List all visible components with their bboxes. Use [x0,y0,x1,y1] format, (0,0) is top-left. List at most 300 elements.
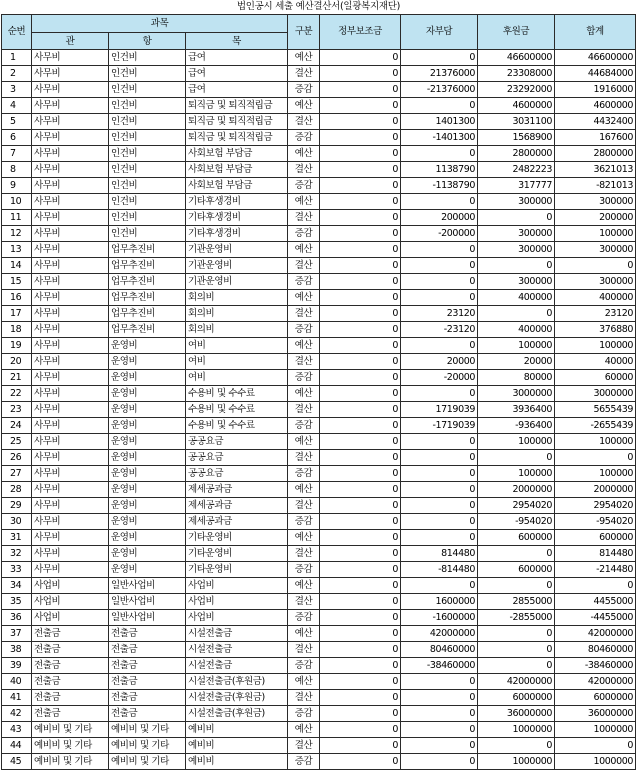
cell-no[interactable]: 41 [2,690,32,706]
cell-gov[interactable]: 0 [320,178,401,194]
cell-no[interactable]: 45 [2,754,32,770]
cell-type[interactable]: 증감 [288,466,320,482]
header-mok[interactable]: 목 [186,33,288,50]
cell-gwan[interactable]: 사무비 [32,178,109,194]
cell-type[interactable]: 예산 [288,482,320,498]
cell-mok[interactable]: 제세공과금 [186,482,288,498]
cell-gov[interactable]: 0 [320,738,401,754]
cell-total[interactable]: 0 [555,450,636,466]
cell-no[interactable]: 13 [2,242,32,258]
cell-type[interactable]: 증감 [288,658,320,674]
cell-no[interactable]: 25 [2,434,32,450]
cell-total[interactable]: 0 [555,738,636,754]
cell-gwan[interactable]: 사무비 [32,66,109,82]
cell-support[interactable]: 20000 [478,354,555,370]
cell-total[interactable]: -954020 [555,514,636,530]
cell-no[interactable]: 23 [2,402,32,418]
cell-gwan[interactable]: 사무비 [32,498,109,514]
cell-hang[interactable]: 인건비 [109,50,186,66]
cell-total[interactable]: 300000 [555,194,636,210]
cell-gov[interactable]: 0 [320,354,401,370]
cell-mok[interactable]: 기타후생경비 [186,194,288,210]
cell-mok[interactable]: 시설전출금 [186,626,288,642]
cell-type[interactable]: 결산 [288,210,320,226]
cell-self[interactable]: -1600000 [401,610,478,626]
cell-self[interactable]: 0 [401,146,478,162]
cell-self[interactable]: 0 [401,498,478,514]
cell-hang[interactable]: 업무추진비 [109,274,186,290]
header-total[interactable]: 합계 [555,15,636,50]
cell-self[interactable]: 0 [401,754,478,770]
cell-gwan[interactable]: 사무비 [32,146,109,162]
cell-gwan[interactable]: 전출금 [32,642,109,658]
cell-support[interactable]: 3031100 [478,114,555,130]
cell-gov[interactable]: 0 [320,658,401,674]
cell-total[interactable]: 3621013 [555,162,636,178]
cell-mok[interactable]: 급여 [186,66,288,82]
cell-total[interactable]: 4600000 [555,98,636,114]
cell-self[interactable]: 0 [401,242,478,258]
cell-total[interactable]: 100000 [555,466,636,482]
cell-mok[interactable]: 예비비 [186,722,288,738]
cell-type[interactable]: 결산 [288,738,320,754]
cell-hang[interactable]: 인건비 [109,82,186,98]
cell-gwan[interactable]: 사무비 [32,354,109,370]
cell-support[interactable]: 100000 [478,434,555,450]
cell-hang[interactable]: 운영비 [109,530,186,546]
cell-type[interactable]: 예산 [288,146,320,162]
cell-support[interactable]: 23308000 [478,66,555,82]
cell-no[interactable]: 39 [2,658,32,674]
cell-gwan[interactable]: 전출금 [32,706,109,722]
cell-self[interactable]: -20000 [401,370,478,386]
cell-gwan[interactable]: 사무비 [32,50,109,66]
cell-total[interactable]: 600000 [555,530,636,546]
cell-hang[interactable]: 인건비 [109,146,186,162]
cell-no[interactable]: 10 [2,194,32,210]
cell-no[interactable]: 19 [2,338,32,354]
cell-gwan[interactable]: 사무비 [32,82,109,98]
cell-total[interactable]: 1000000 [555,722,636,738]
cell-type[interactable]: 예산 [288,578,320,594]
cell-total[interactable]: 0 [555,258,636,274]
cell-gov[interactable]: 0 [320,450,401,466]
cell-type[interactable]: 결산 [288,258,320,274]
cell-gwan[interactable]: 전출금 [32,690,109,706]
cell-gov[interactable]: 0 [320,434,401,450]
cell-gov[interactable]: 0 [320,146,401,162]
cell-mok[interactable]: 퇴직금 및 퇴직적립금 [186,114,288,130]
cell-no[interactable]: 7 [2,146,32,162]
cell-type[interactable]: 결산 [288,66,320,82]
cell-total[interactable]: 40000 [555,354,636,370]
cell-total[interactable]: -214480 [555,562,636,578]
cell-hang[interactable]: 업무추진비 [109,258,186,274]
cell-hang[interactable]: 업무추진비 [109,242,186,258]
cell-gov[interactable]: 0 [320,530,401,546]
cell-hang[interactable]: 업무추진비 [109,306,186,322]
cell-no[interactable]: 20 [2,354,32,370]
cell-mok[interactable]: 예비비 [186,754,288,770]
cell-gov[interactable]: 0 [320,722,401,738]
cell-hang[interactable]: 업무추진비 [109,290,186,306]
cell-gov[interactable]: 0 [320,690,401,706]
cell-no[interactable]: 6 [2,130,32,146]
cell-gwan[interactable]: 사무비 [32,386,109,402]
cell-hang[interactable]: 운영비 [109,450,186,466]
cell-gov[interactable]: 0 [320,162,401,178]
cell-total[interactable]: 376880 [555,322,636,338]
cell-type[interactable]: 결산 [288,450,320,466]
cell-mok[interactable]: 여비 [186,370,288,386]
cell-gov[interactable]: 0 [320,114,401,130]
cell-gwan[interactable]: 사업비 [32,610,109,626]
cell-total[interactable]: 100000 [555,338,636,354]
cell-gov[interactable]: 0 [320,370,401,386]
cell-type[interactable]: 증감 [288,178,320,194]
cell-type[interactable]: 증감 [288,322,320,338]
cell-no[interactable]: 9 [2,178,32,194]
cell-gwan[interactable]: 예비비 및 기타 [32,738,109,754]
cell-type[interactable]: 예산 [288,434,320,450]
cell-gov[interactable]: 0 [320,50,401,66]
cell-hang[interactable]: 인건비 [109,210,186,226]
cell-hang[interactable]: 인건비 [109,66,186,82]
cell-mok[interactable]: 기타운영비 [186,546,288,562]
cell-hang[interactable]: 전출금 [109,690,186,706]
cell-type[interactable]: 결산 [288,114,320,130]
cell-total[interactable]: 23120 [555,306,636,322]
cell-total[interactable]: 5655439 [555,402,636,418]
cell-mok[interactable]: 기관운영비 [186,258,288,274]
cell-hang[interactable]: 운영비 [109,386,186,402]
cell-type[interactable]: 결산 [288,642,320,658]
cell-no[interactable]: 16 [2,290,32,306]
cell-support[interactable]: 0 [478,306,555,322]
cell-support[interactable]: 4600000 [478,98,555,114]
cell-support[interactable]: 300000 [478,226,555,242]
cell-hang[interactable]: 운영비 [109,514,186,530]
cell-total[interactable]: 0 [555,578,636,594]
cell-total[interactable]: 2800000 [555,146,636,162]
cell-mok[interactable]: 공공요금 [186,466,288,482]
cell-mok[interactable]: 기타운영비 [186,530,288,546]
cell-support[interactable]: 36000000 [478,706,555,722]
cell-gwan[interactable]: 사무비 [32,514,109,530]
cell-gwan[interactable]: 사무비 [32,322,109,338]
cell-self[interactable]: 814480 [401,546,478,562]
cell-total[interactable]: 6000000 [555,690,636,706]
cell-hang[interactable]: 운영비 [109,482,186,498]
cell-no[interactable]: 31 [2,530,32,546]
cell-gwan[interactable]: 사무비 [32,226,109,242]
cell-support[interactable]: 300000 [478,274,555,290]
cell-type[interactable]: 예산 [288,530,320,546]
cell-hang[interactable]: 일반사업비 [109,578,186,594]
cell-gov[interactable]: 0 [320,546,401,562]
cell-total[interactable]: 100000 [555,434,636,450]
cell-gov[interactable]: 0 [320,498,401,514]
cell-mok[interactable]: 시설전출금(후원금) [186,706,288,722]
cell-self[interactable]: 0 [401,578,478,594]
cell-total[interactable]: 44684000 [555,66,636,82]
cell-self[interactable]: 0 [401,258,478,274]
cell-self[interactable]: -38460000 [401,658,478,674]
cell-self[interactable]: -1138790 [401,178,478,194]
header-gwan[interactable]: 관 [32,33,109,50]
cell-support[interactable]: 3000000 [478,386,555,402]
cell-support[interactable]: 0 [478,626,555,642]
cell-self[interactable]: -200000 [401,226,478,242]
cell-gov[interactable]: 0 [320,338,401,354]
cell-gwan[interactable]: 사무비 [32,258,109,274]
cell-type[interactable]: 결산 [288,354,320,370]
cell-support[interactable]: -954020 [478,514,555,530]
cell-no[interactable]: 17 [2,306,32,322]
cell-no[interactable]: 35 [2,594,32,610]
header-self[interactable]: 자부담 [401,15,478,50]
cell-hang[interactable]: 운영비 [109,338,186,354]
cell-total[interactable]: 2000000 [555,482,636,498]
cell-hang[interactable]: 운영비 [109,370,186,386]
cell-mok[interactable]: 기관운영비 [186,242,288,258]
cell-total[interactable]: 36000000 [555,706,636,722]
cell-type[interactable]: 증감 [288,706,320,722]
cell-no[interactable]: 15 [2,274,32,290]
cell-self[interactable]: -814480 [401,562,478,578]
cell-type[interactable]: 결산 [288,594,320,610]
cell-no[interactable]: 43 [2,722,32,738]
cell-gov[interactable]: 0 [320,674,401,690]
cell-gwan[interactable]: 사무비 [32,482,109,498]
cell-support[interactable]: 0 [478,578,555,594]
cell-self[interactable]: 21376000 [401,66,478,82]
cell-self[interactable]: 200000 [401,210,478,226]
cell-no[interactable]: 8 [2,162,32,178]
cell-gov[interactable]: 0 [320,642,401,658]
cell-self[interactable]: -23120 [401,322,478,338]
cell-gwan[interactable]: 전출금 [32,674,109,690]
cell-mok[interactable]: 수용비 및 수수료 [186,402,288,418]
cell-support[interactable]: 46600000 [478,50,555,66]
cell-mok[interactable]: 사업비 [186,594,288,610]
cell-self[interactable]: 0 [401,738,478,754]
cell-support[interactable]: 2000000 [478,482,555,498]
cell-self[interactable]: 0 [401,690,478,706]
cell-gwan[interactable]: 사업비 [32,578,109,594]
cell-type[interactable]: 결산 [288,162,320,178]
cell-self[interactable]: -1719039 [401,418,478,434]
cell-gwan[interactable]: 사무비 [32,210,109,226]
cell-mok[interactable]: 회의비 [186,322,288,338]
cell-total[interactable]: 60000 [555,370,636,386]
cell-total[interactable]: 80460000 [555,642,636,658]
cell-gwan[interactable]: 사무비 [32,114,109,130]
cell-no[interactable]: 37 [2,626,32,642]
cell-no[interactable]: 27 [2,466,32,482]
cell-type[interactable]: 예산 [288,98,320,114]
header-support[interactable]: 후원금 [478,15,555,50]
cell-self[interactable]: -21376000 [401,82,478,98]
cell-no[interactable]: 29 [2,498,32,514]
cell-gov[interactable]: 0 [320,402,401,418]
cell-total[interactable]: 814480 [555,546,636,562]
cell-no[interactable]: 34 [2,578,32,594]
cell-hang[interactable]: 예비비 및 기타 [109,722,186,738]
cell-total[interactable]: 42000000 [555,626,636,642]
cell-self[interactable]: 0 [401,722,478,738]
cell-type[interactable]: 결산 [288,306,320,322]
cell-self[interactable]: 23120 [401,306,478,322]
header-gov[interactable]: 정부보조금 [320,15,401,50]
cell-gov[interactable]: 0 [320,482,401,498]
cell-hang[interactable]: 인건비 [109,194,186,210]
cell-self[interactable]: 0 [401,434,478,450]
cell-total[interactable]: 167600 [555,130,636,146]
cell-no[interactable]: 44 [2,738,32,754]
cell-hang[interactable]: 운영비 [109,466,186,482]
cell-gov[interactable]: 0 [320,226,401,242]
cell-no[interactable]: 24 [2,418,32,434]
cell-mok[interactable]: 여비 [186,338,288,354]
cell-mok[interactable]: 시설전출금(후원금) [186,690,288,706]
cell-self[interactable]: 0 [401,466,478,482]
cell-mok[interactable]: 급여 [186,50,288,66]
cell-self[interactable]: 0 [401,674,478,690]
cell-gwan[interactable]: 사무비 [32,130,109,146]
cell-gwan[interactable]: 사무비 [32,466,109,482]
cell-type[interactable]: 예산 [288,194,320,210]
header-subject[interactable]: 과목 [32,15,288,33]
cell-total[interactable]: 1000000 [555,754,636,770]
cell-self[interactable]: 0 [401,290,478,306]
cell-total[interactable]: 300000 [555,242,636,258]
cell-support[interactable]: 6000000 [478,690,555,706]
cell-hang[interactable]: 운영비 [109,498,186,514]
cell-mok[interactable]: 기타후생경비 [186,226,288,242]
cell-type[interactable]: 증감 [288,514,320,530]
cell-total[interactable]: -38460000 [555,658,636,674]
cell-mok[interactable]: 기관운영비 [186,274,288,290]
cell-self[interactable]: 0 [401,514,478,530]
cell-gov[interactable]: 0 [320,578,401,594]
cell-no[interactable]: 36 [2,610,32,626]
cell-mok[interactable]: 공공요금 [186,450,288,466]
cell-support[interactable]: 2800000 [478,146,555,162]
cell-gwan[interactable]: 사무비 [32,162,109,178]
cell-no[interactable]: 14 [2,258,32,274]
cell-gov[interactable]: 0 [320,194,401,210]
cell-no[interactable]: 12 [2,226,32,242]
cell-self[interactable]: 0 [401,338,478,354]
header-hang[interactable]: 항 [109,33,186,50]
cell-mok[interactable]: 제세공과금 [186,498,288,514]
cell-mok[interactable]: 여비 [186,354,288,370]
cell-type[interactable]: 증감 [288,610,320,626]
cell-gwan[interactable]: 사무비 [32,98,109,114]
cell-hang[interactable]: 운영비 [109,434,186,450]
cell-type[interactable]: 예산 [288,626,320,642]
cell-gov[interactable]: 0 [320,322,401,338]
cell-support[interactable]: 23292000 [478,82,555,98]
cell-mok[interactable]: 사회보험 부담금 [186,178,288,194]
cell-no[interactable]: 18 [2,322,32,338]
cell-hang[interactable]: 전출금 [109,642,186,658]
cell-type[interactable]: 증감 [288,562,320,578]
cell-total[interactable]: 42000000 [555,674,636,690]
cell-type[interactable]: 예산 [288,674,320,690]
cell-gwan[interactable]: 사무비 [32,338,109,354]
cell-support[interactable]: 0 [478,738,555,754]
cell-mok[interactable]: 기타운영비 [186,562,288,578]
cell-no[interactable]: 21 [2,370,32,386]
cell-support[interactable]: 2954020 [478,498,555,514]
cell-mok[interactable]: 예비비 [186,738,288,754]
cell-self[interactable]: 0 [401,450,478,466]
cell-support[interactable]: 100000 [478,466,555,482]
cell-gwan[interactable]: 사무비 [32,562,109,578]
cell-support[interactable]: 1568900 [478,130,555,146]
cell-mok[interactable]: 사회보험 부담금 [186,146,288,162]
cell-mok[interactable]: 시설전출금 [186,658,288,674]
cell-hang[interactable]: 전출금 [109,658,186,674]
cell-gwan[interactable]: 전출금 [32,626,109,642]
cell-hang[interactable]: 업무추진비 [109,322,186,338]
cell-no[interactable]: 5 [2,114,32,130]
cell-total[interactable]: 4455000 [555,594,636,610]
cell-total[interactable]: 4432400 [555,114,636,130]
cell-gwan[interactable]: 사무비 [32,530,109,546]
cell-gwan[interactable]: 사무비 [32,306,109,322]
cell-self[interactable]: 80460000 [401,642,478,658]
cell-type[interactable]: 예산 [288,722,320,738]
cell-support[interactable]: 0 [478,450,555,466]
cell-no[interactable]: 28 [2,482,32,498]
cell-no[interactable]: 2 [2,66,32,82]
cell-no[interactable]: 38 [2,642,32,658]
cell-type[interactable]: 증감 [288,130,320,146]
cell-mok[interactable]: 시설전출금(후원금) [186,674,288,690]
cell-gwan[interactable]: 사무비 [32,194,109,210]
cell-gov[interactable]: 0 [320,626,401,642]
cell-support[interactable]: 600000 [478,562,555,578]
cell-mok[interactable]: 공공요금 [186,434,288,450]
cell-gwan[interactable]: 사무비 [32,402,109,418]
cell-self[interactable]: 0 [401,482,478,498]
cell-gov[interactable]: 0 [320,66,401,82]
cell-self[interactable]: 1401300 [401,114,478,130]
cell-hang[interactable]: 예비비 및 기타 [109,754,186,770]
cell-total[interactable]: 46600000 [555,50,636,66]
cell-total[interactable]: 200000 [555,210,636,226]
cell-type[interactable]: 예산 [288,386,320,402]
cell-gwan[interactable]: 사무비 [32,418,109,434]
cell-mok[interactable]: 시설전출금 [186,642,288,658]
cell-no[interactable]: 32 [2,546,32,562]
cell-support[interactable]: 317777 [478,178,555,194]
cell-no[interactable]: 42 [2,706,32,722]
cell-gwan[interactable]: 예비비 및 기타 [32,754,109,770]
cell-gwan[interactable]: 사무비 [32,274,109,290]
cell-self[interactable]: 0 [401,50,478,66]
cell-support[interactable]: 400000 [478,290,555,306]
header-no[interactable]: 순번 [2,15,32,50]
cell-no[interactable]: 22 [2,386,32,402]
cell-hang[interactable]: 전출금 [109,626,186,642]
cell-total[interactable]: 100000 [555,226,636,242]
cell-gov[interactable]: 0 [320,594,401,610]
cell-self[interactable]: 0 [401,98,478,114]
